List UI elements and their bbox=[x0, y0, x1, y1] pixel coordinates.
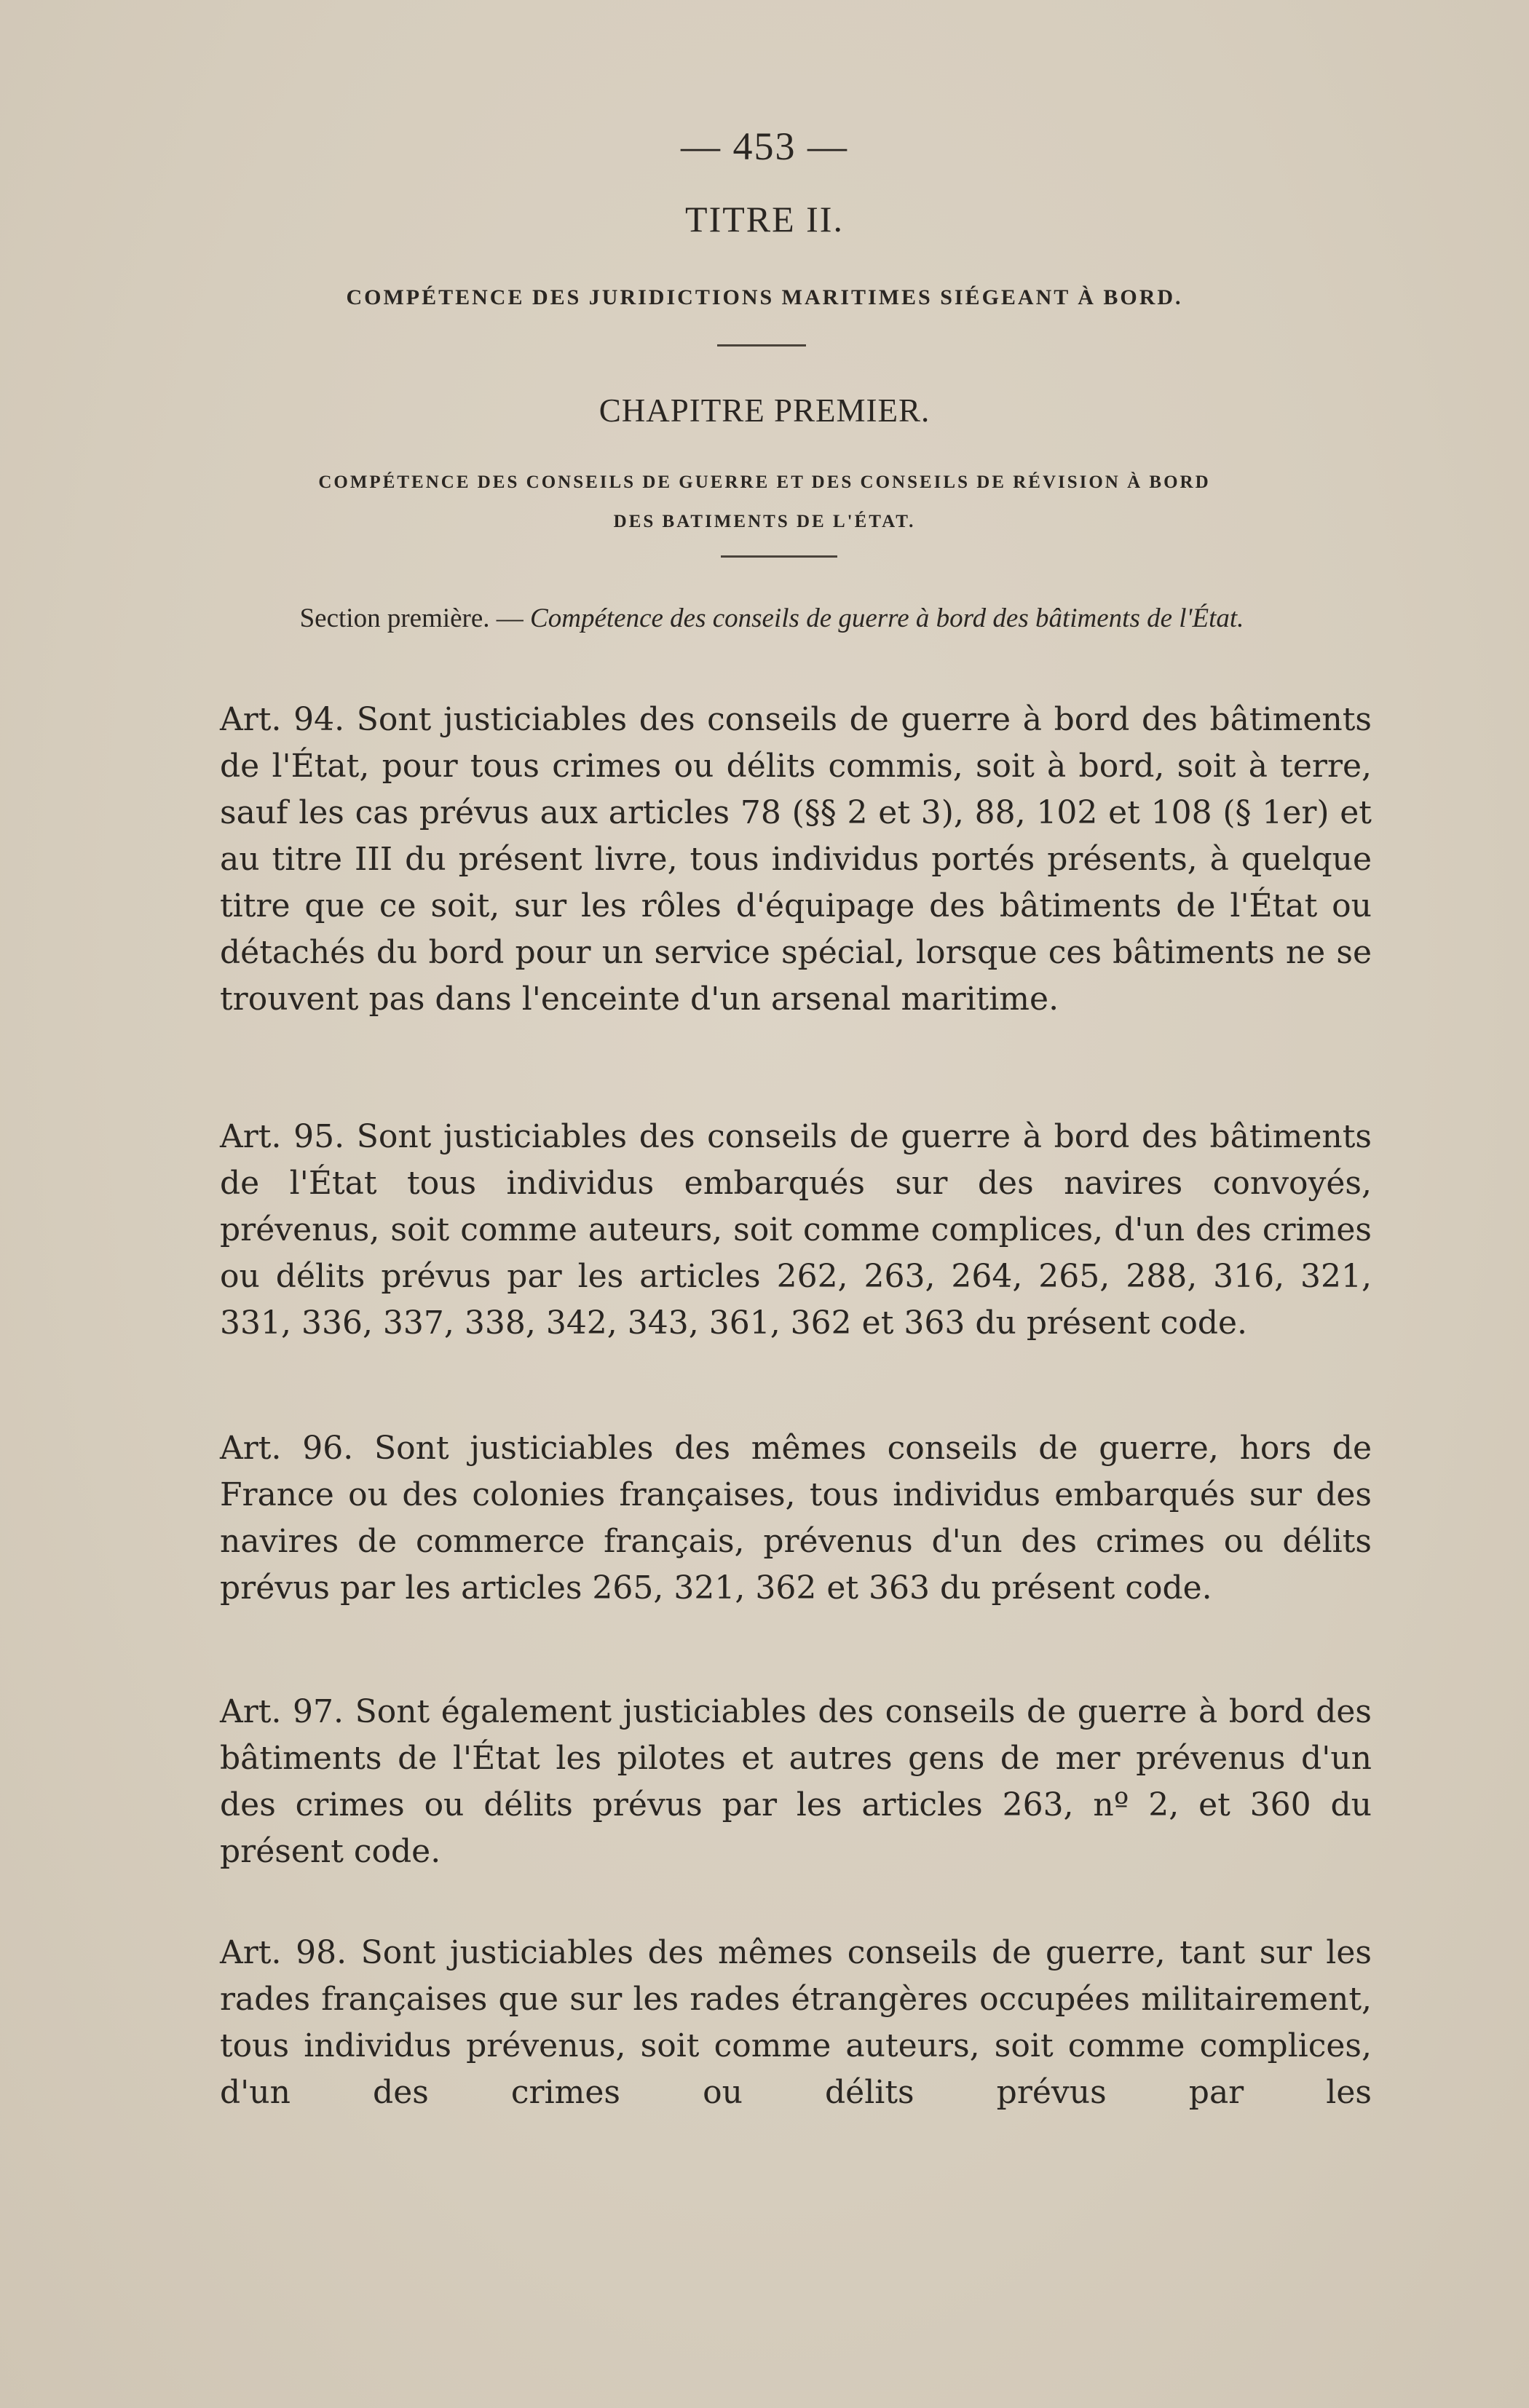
article-97 bbox=[169, 1689, 1372, 1875]
article-text: Art. 97. Sont également justiciables des conseils de guerre à bord des bâtiments de l'État les pilotes et autres gens de mer prévenus d'un des crimes ou délits prévus par les articles 263, nº 2, et 360 du présent code. bbox=[220, 1693, 1372, 1870]
page-number: — 453 — bbox=[681, 124, 848, 168]
chapter-subheading-line-1: COMPÉTENCE DES CONSEILS DE GUERRE ET DES CONSEILS DE RÉVISION À BORD bbox=[318, 472, 1211, 492]
divider-rule bbox=[721, 555, 837, 558]
chapter-subheading-line-2: DES BATIMENTS DE L'ÉTAT. bbox=[613, 512, 916, 531]
title-heading: TITRE II. bbox=[685, 199, 844, 239]
article-94 bbox=[169, 697, 1372, 1023]
section-heading bbox=[175, 601, 1369, 636]
divider-rule bbox=[717, 344, 806, 346]
chapter-subheading bbox=[146, 463, 1383, 542]
article-96 bbox=[169, 1425, 1372, 1612]
article-text: Art. 98. Sont justiciables des mêmes conseils de guerre, tant sur les rades françaises que sur les rades étrangères occupées militairement, tous individus prévenus, soit comme auteurs, soit comme complices, d'un des crimes ou délits prévus par les bbox=[220, 1934, 1372, 2111]
article-text: Art. 94. Sont justiciables des conseils de guerre à bord des bâtiments de l'État, pour tous crimes ou délits commis, soit à bord, soit à terre, sauf les cas prévus aux articles 78 (§§ 2 et 3), 88, 102 et 108 (§ 1er) et au titre III du présent livre, tous individus portés présents, à quelque titre que ce soit, sur les rôles d'équipage des bâtiments de l'État ou détachés du bord pour un service spécial, lorsque ces bâtiments ne se trouvent pas dans l'enceinte d'un arsenal maritime. bbox=[220, 701, 1372, 1018]
article-98 bbox=[169, 1930, 1372, 2116]
article-text: Art. 95. Sont justiciables des conseils de guerre à bord des bâtiments de l'État tous individus embarqués sur des navires convoyés, prévenus, soit comme auteurs, soit comme complices, d'un des crimes ou délits prévus par les articles 262, 263, 264, 265, 288, 316, 321, 331, 336, 337, 338, 342, 343, 361, 362 et 363 du présent code. bbox=[220, 1118, 1372, 1342]
article-95 bbox=[169, 1114, 1372, 1347]
chapter-heading: CHAPITRE PREMIER. bbox=[598, 392, 931, 429]
title-subheading: COMPÉTENCE DES JURIDICTIONS MARITIMES SIÉGEANT À BORD. bbox=[346, 285, 1183, 309]
section-title: Compétence des conseils de guerre à bord des bâtiments de l'État. bbox=[530, 603, 1244, 633]
section-label: Section première. — bbox=[299, 603, 524, 633]
article-text: Art. 96. Sont justiciables des mêmes conseils de guerre, hors de France ou des colonies françaises, tous individus embarqués sur des navires de commerce français, prévenus d'un des crimes ou délits prévus par les articles 265, 321, 362 et 363 du présent code. bbox=[220, 1430, 1372, 1607]
